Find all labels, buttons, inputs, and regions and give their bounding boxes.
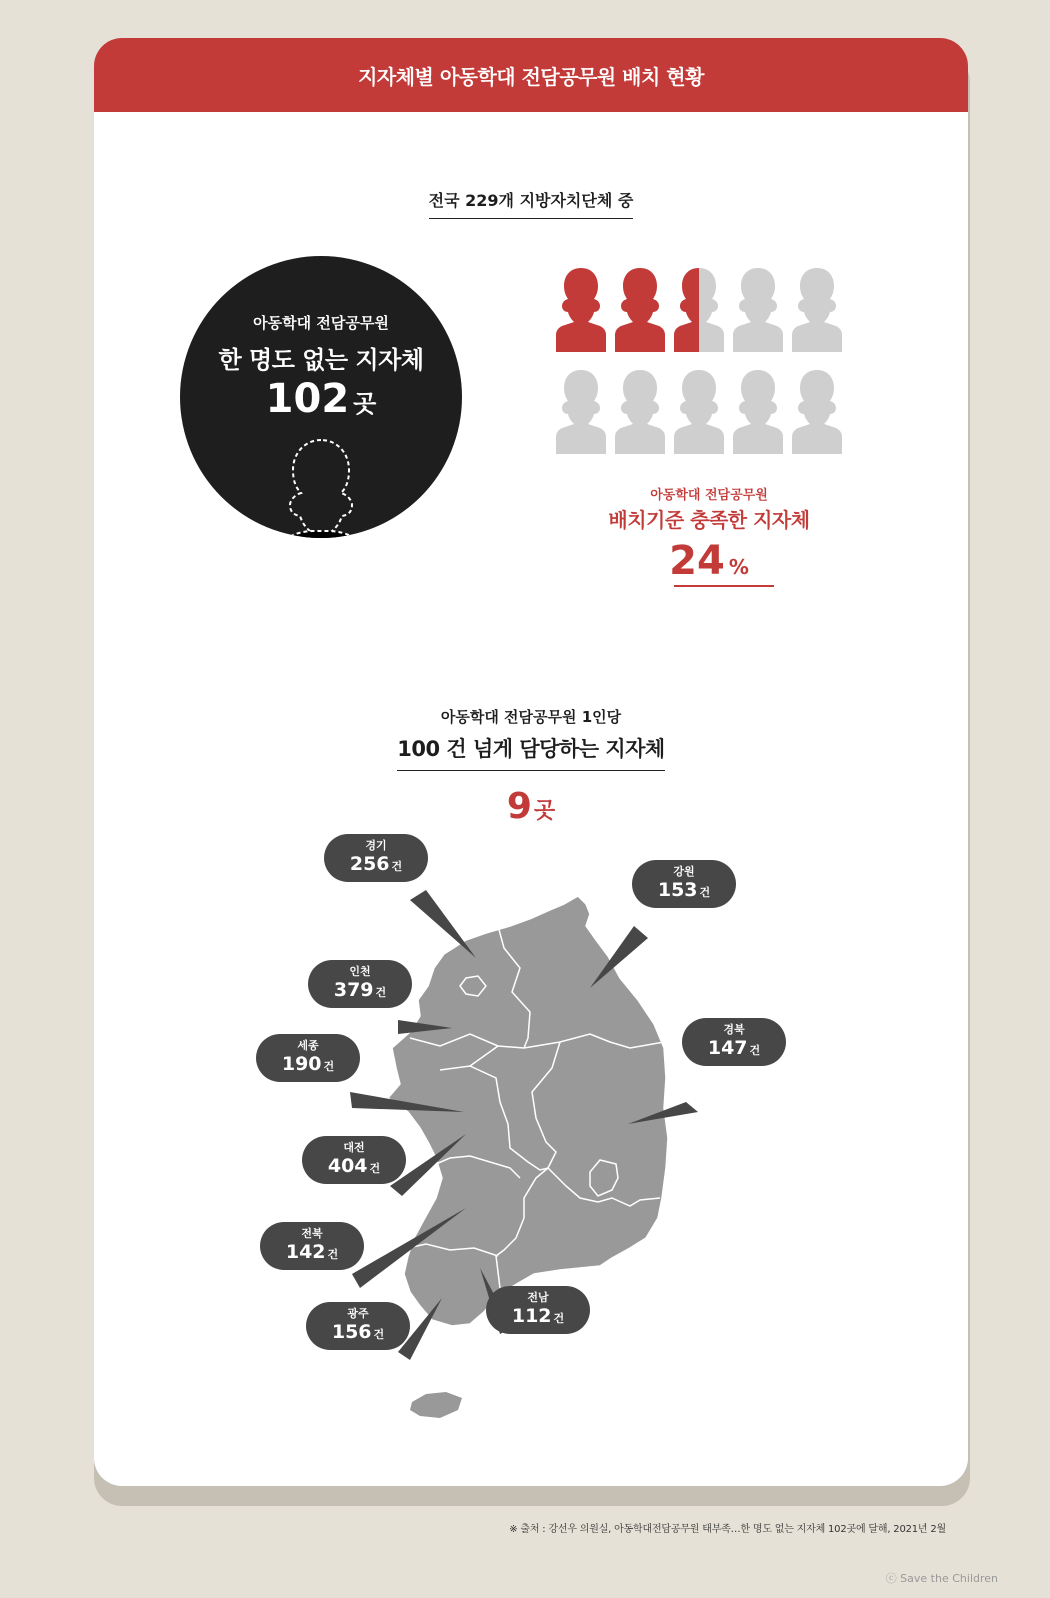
person-icon bbox=[792, 268, 842, 352]
region-bubble-sejong: 세종 190 건 bbox=[256, 1034, 360, 1082]
person-icon bbox=[556, 370, 606, 454]
person-icon bbox=[733, 268, 783, 352]
section2-line1: 아동학대 전담공무원 1인당 bbox=[440, 708, 622, 726]
meets-standard-line2: 배치기준 충족한 지자체 bbox=[608, 508, 810, 532]
person-icon bbox=[556, 268, 606, 352]
empty-person-icon bbox=[180, 256, 462, 538]
region-bubble-jeonbuk: 전북 142 건 bbox=[260, 1222, 364, 1270]
region-bubble-gangwon: 강원 153 건 bbox=[632, 860, 736, 908]
person-icon bbox=[674, 268, 724, 352]
region-bubble-daejeon: 대전 404 건 bbox=[302, 1136, 406, 1184]
circle-value: 102 곳 bbox=[265, 376, 377, 422]
no-officer-circle bbox=[180, 256, 462, 538]
page-title: 지자체별 아동학대 전담공무원 배치 현황 bbox=[94, 38, 968, 112]
copyright: ⓒ Save the Children bbox=[885, 1572, 998, 1585]
value-underline bbox=[674, 585, 774, 587]
source-note: ※ 출처 : 강선우 의원실, 아동학대전담공무원 태부족…한 명도 없는 지자체 102곳에 달해, 2021년 2월 bbox=[509, 1524, 946, 1535]
meets-standard-value: 24 % bbox=[669, 538, 749, 584]
korea-map bbox=[94, 818, 968, 1438]
circle-line2: 한 명도 없는 지자체 bbox=[218, 346, 424, 374]
map-shape bbox=[388, 896, 668, 1326]
meets-standard-line1: 아동학대 전담공무원 bbox=[650, 488, 768, 503]
section1-subtitle: 전국 229개 지방자치단체 중 bbox=[94, 188, 968, 219]
region-bubble-gyeonggi: 경기 256 건 bbox=[324, 834, 428, 882]
infographic-card bbox=[94, 38, 968, 1486]
person-icon bbox=[615, 268, 665, 352]
people-icon-grid bbox=[556, 268, 862, 478]
person-icon bbox=[733, 370, 783, 454]
circle-line1: 아동학대 전담공무원 bbox=[253, 314, 389, 332]
region-bubble-incheon: 인천 379 건 bbox=[308, 960, 412, 1008]
region-bubble-gwangju: 광주 156 건 bbox=[306, 1302, 410, 1350]
region-bubble-jeonnam: 전남 112 건 bbox=[486, 1286, 590, 1334]
person-icon bbox=[615, 370, 665, 454]
jeju-island bbox=[410, 1392, 462, 1418]
person-icon bbox=[792, 370, 842, 454]
person-icon bbox=[674, 370, 724, 454]
section2-line2: 100 건 넘게 담당하는 지자체 bbox=[94, 733, 968, 771]
region-bubble-gyeongbuk: 경북 147 건 bbox=[682, 1018, 786, 1066]
section2-value: 9곳 bbox=[506, 786, 556, 827]
